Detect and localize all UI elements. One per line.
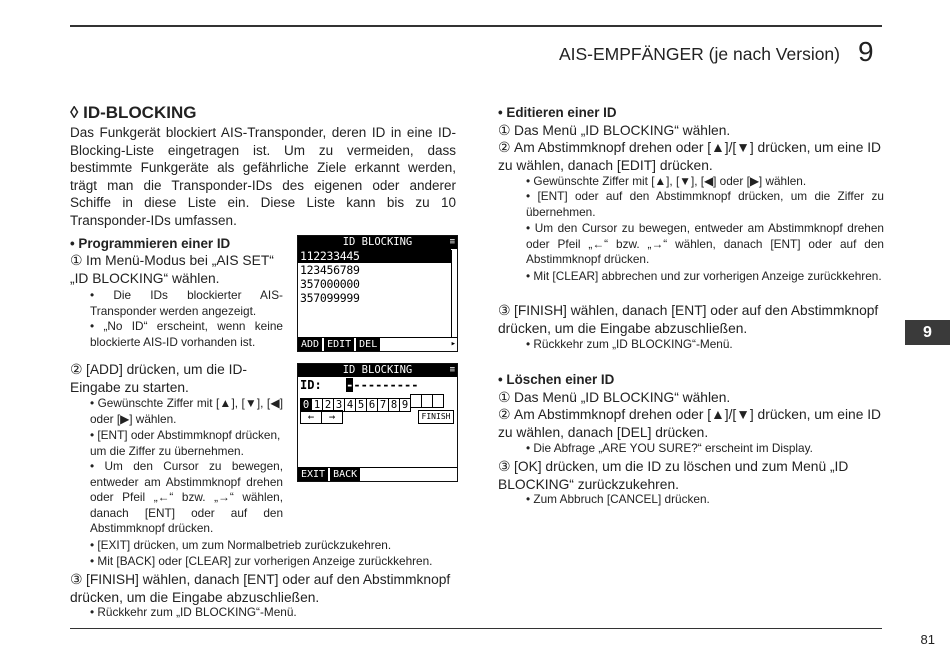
step-number: ③: [498, 303, 511, 318]
step-text: Am Abstimmknopf drehen oder [▲]/[▼] drücken, um eine ID zu wählen, danach [EDIT] drücken.: [498, 140, 882, 173]
delete-s3-bullet-1: • Zum Abbruch [CANCEL] drücken.: [526, 492, 710, 506]
program-s2-bullet-5: • Mit [BACK] oder [CLEAR] zur vorherigen Anzeige zurückkehren.: [90, 554, 433, 568]
edit-heading: • Editieren einer ID: [498, 105, 617, 120]
step-text: [FINISH] wählen, danach [ENT] oder auf den Abstimmknopf drücken, um die Eingabe abzuschließen.: [498, 303, 879, 336]
blank-key[interactable]: [432, 394, 444, 408]
edit-s2-bullet-3: • Um den Cursor zu bewegen, entweder am Abstimmknopf drehen oder Pfeil „←“ bzw. „→“ wählen, danach [ENT] oder auf den Abstimmknopf drücken.: [526, 221, 884, 267]
digit-key[interactable]: 8: [388, 398, 400, 412]
softkey-bar: [298, 337, 457, 351]
edit-s3-bullet-1: • Rückkehr zum „ID BLOCKING“-Menü.: [526, 337, 733, 351]
intro-paragraph: Das Funkgerät blockiert AIS-Transponder, deren ID in eine ID-Blocking-Liste eingetragen ist. Um zu vermeiden, dass bestimmte Funkgeräte als gefährliche Ziele erkannt werden, trägt man die Transponder-IDs des eigenen oder anderer Schiffe in diese Liste ein. Diese Liste kann bis zu 10 Transponder-IDs umfassen.: [70, 125, 456, 228]
step-text: [FINISH] wählen, danach [ENT] oder auf den Abstimmknopf drücken, um die Eingabe abzuschließen.: [70, 572, 451, 605]
lcd-title-bar: [298, 364, 457, 377]
softkey-bar: [298, 467, 457, 481]
delete-step-2: [498, 406, 884, 441]
chapter-title: AIS-EMPFÄNGER (je nach Version): [558, 44, 840, 64]
step-number: ①: [70, 253, 83, 268]
top-rule: [70, 25, 882, 27]
step-number: ③: [498, 459, 511, 474]
program-step-2: [70, 361, 288, 396]
cursor-left-arrow-icon[interactable]: ←: [300, 410, 322, 424]
page-number: 81: [920, 632, 935, 647]
program-heading: • Programmieren einer ID: [70, 236, 231, 251]
chapter-number: 9: [858, 36, 874, 67]
lcd-title: ID BLOCKING: [342, 364, 413, 376]
program-s2-bullet-4: • [EXIT] drücken, um zum Normalbetrieb zurückzukehren.: [90, 538, 392, 552]
menu-icon: ≡: [449, 237, 455, 247]
digit-key[interactable]: 9: [399, 398, 411, 412]
digit-key[interactable]: 4: [344, 398, 356, 412]
step-number: ①: [498, 123, 511, 138]
delete-step-3: [498, 458, 884, 493]
lcd-title: ID BLOCKING: [342, 236, 413, 248]
scrollbar[interactable]: [451, 250, 456, 337]
lcd-list-row-selected[interactable]: 112233445: [298, 249, 451, 263]
step-number: ②: [498, 407, 511, 422]
step-text: Am Abstimmknopf drehen oder [▲]/[▼] drücken, um eine ID zu wählen, danach [DEL] drücken.: [498, 407, 882, 440]
step-number: ③: [70, 572, 83, 587]
step-number: ①: [498, 390, 511, 405]
step-text: Das Menü „ID BLOCKING“ wählen.: [514, 123, 731, 138]
delete-s2-bullet-1: • Die Abfrage „ARE YOU SURE?“ erscheint im Display.: [526, 441, 813, 455]
back-softkey[interactable]: BACK: [330, 468, 360, 481]
program-s3-bullet-1: • Rückkehr zum „ID BLOCKING“-Menü.: [90, 605, 297, 619]
cursor-right-arrow-icon[interactable]: →: [321, 410, 343, 424]
add-softkey[interactable]: ADD: [298, 338, 322, 351]
step-text: Das Menü „ID BLOCKING“ wählen.: [514, 390, 731, 405]
digit-key[interactable]: 1: [311, 398, 323, 412]
lcd-list-row[interactable]: 123456789: [300, 263, 360, 277]
digit-key[interactable]: 0: [300, 398, 312, 412]
step-text: [OK] drücken, um die ID zu löschen und zum Menü „ID BLOCKING“ zurückzukehren.: [498, 459, 849, 492]
digit-key[interactable]: 3: [333, 398, 345, 412]
edit-step-1: [498, 122, 884, 140]
menu-icon: ≡: [449, 365, 455, 375]
digit-key[interactable]: 7: [377, 398, 389, 412]
program-s1-bullet-1: • Die IDs blockierter AIS-Transponder werden angezeigt.: [90, 288, 283, 318]
edit-s2-bullet-1: • Gewünschte Ziffer mit [▲], [▼], [◀] oder [▶] wählen.: [526, 174, 807, 188]
edit-step-3: [498, 302, 884, 337]
section-title: ◊ ID-BLOCKING: [70, 103, 197, 122]
lcd-title-bar: [298, 236, 457, 249]
program-s2-bullet-3: • Um den Cursor zu bewegen, entweder am Abstimmknopf drehen oder Pfeil „←“ bzw. „→“ wählen, danach [ENT] oder auf den Abstimmknopf drücken.: [90, 459, 283, 536]
digit-key[interactable]: 2: [322, 398, 334, 412]
edit-softkey[interactable]: EDIT: [324, 338, 354, 351]
edit-s2-bullet-4: • Mit [CLEAR] abbrechen und zur vorherigen Anzeige zurückkehren.: [526, 269, 882, 283]
program-step-3: [70, 571, 460, 606]
lcd-list-row[interactable]: 357099999: [300, 291, 360, 305]
lcd-id-blocking-list: [297, 235, 458, 352]
program-s2-bullet-1: • Gewünschte Ziffer mit [▲], [▼], [◀] oder [▶] wählen.: [90, 396, 283, 426]
delete-step-1: [498, 389, 884, 407]
step-text: Im Menü-Modus bei „AIS SET“ „ID BLOCKING“ wählen.: [70, 253, 274, 286]
digit-key[interactable]: 5: [355, 398, 367, 412]
lcd-id-entry: [297, 363, 458, 482]
digit-key[interactable]: 6: [366, 398, 378, 412]
chapter-tab[interactable]: 9: [905, 320, 950, 345]
step-number: ②: [498, 140, 511, 155]
bottom-rule: [70, 628, 882, 629]
digit-row: [298, 394, 457, 411]
program-s2-bullet-2: • [ENT] oder Abstimmknopf drücken, um die Ziffer zu übernehmen.: [90, 428, 281, 458]
cursor-control-row: [298, 410, 457, 424]
program-step-1: [70, 252, 288, 287]
id-label: ID:: [300, 378, 322, 392]
step-number: ②: [70, 362, 83, 377]
lcd-list-row[interactable]: 357000000: [300, 277, 360, 291]
step-text: [ADD] drücken, um die ID-Eingabe zu starten.: [70, 362, 248, 395]
id-entry-line: [298, 377, 457, 393]
edit-s2-bullet-2: • [ENT] oder auf den Abstimmknopf drücken, um die Ziffer zu übernehmen.: [526, 189, 884, 219]
delete-heading: • Löschen einer ID: [498, 372, 615, 387]
edit-step-2: [498, 139, 884, 174]
next-arrow-icon: ▸: [450, 339, 456, 349]
id-value[interactable]: ---------: [353, 378, 419, 392]
id-cursor[interactable]: -: [346, 378, 354, 392]
finish-button[interactable]: FINISH: [418, 410, 454, 424]
program-s1-bullet-2: • „No ID“ erscheint, wenn keine blockierte AIS-ID vorhanden ist.: [90, 319, 283, 349]
exit-softkey[interactable]: EXIT: [298, 468, 328, 481]
del-softkey[interactable]: DEL: [356, 338, 380, 351]
